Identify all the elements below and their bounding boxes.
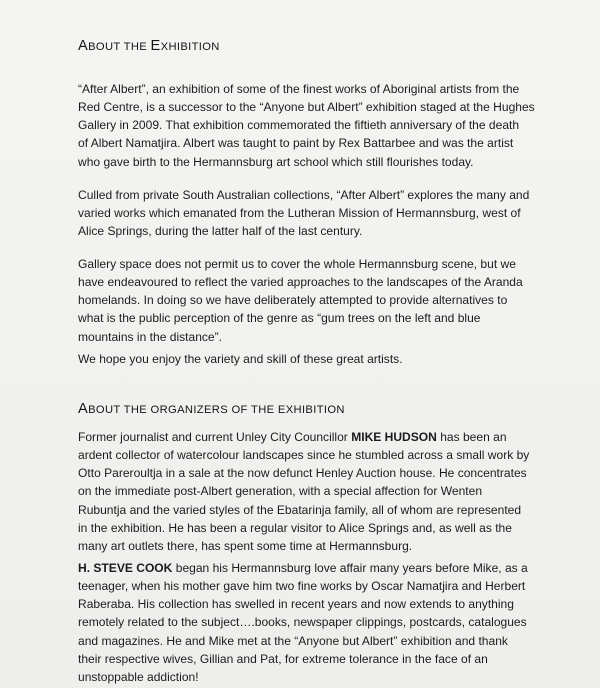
heading-rest: BOUT THE ORGANIZERS OF THE EXHIBITION bbox=[88, 404, 345, 416]
paragraph-line: in the exhibition. He has been a regular visitor to Alice Springs and, as well as the bbox=[78, 520, 512, 535]
paragraph-line: mountains in the distance”. bbox=[78, 329, 222, 344]
paragraph-line: their respective wives, Gillian and Pat, for extreme tolerance in the face of an bbox=[78, 651, 488, 666]
paragraph-line bbox=[78, 559, 538, 577]
paragraph-line: who gave birth to the Hermannsburg art school which still flourishes today. bbox=[78, 154, 474, 169]
paragraph-gallery-space bbox=[78, 255, 538, 346]
paragraph-line: homelands. In doing so we have deliberately attempted to provide alternatives to bbox=[78, 293, 508, 308]
paragraph-line bbox=[78, 428, 538, 446]
person-name-steve-cook: H. STEVE COOK bbox=[78, 561, 173, 575]
paragraph-line: ardent collector of watercolour landscapes since he stumbled across a small work by bbox=[78, 448, 530, 463]
paragraph-line: Alice Springs, during the latter half of the last century. bbox=[78, 224, 363, 239]
paragraph-closing bbox=[78, 350, 538, 368]
line-text: began his Hermannsburg love affair many years before Mike, as a bbox=[172, 561, 528, 575]
paragraph-line: “After Albert”, an exhibition of some of the finest works of Aboriginal artists from the bbox=[78, 82, 520, 96]
section-heading-exhibition bbox=[78, 38, 220, 54]
paragraph-line: on the immediate post-Albert generation, with a special affection for Wenten bbox=[78, 484, 483, 499]
paragraph-line: Gallery space does not permit us to cover the whole Hermannsburg scene, but we bbox=[78, 257, 516, 271]
paragraph-line: varied works which emanated from the Lutheran Mission of Hermannsburg, west of bbox=[78, 206, 521, 221]
paragraph-line: have endeavoured to reflect the varied approaches to the landscapes of the Aranda bbox=[78, 275, 523, 290]
heading-rest: BOUT THE EXHIBITION bbox=[88, 38, 220, 54]
paragraph-line: of Albert Namatjira. Albert was taught to paint by Rex Battarbee and was the artist bbox=[78, 136, 514, 151]
paragraph-steve-cook bbox=[78, 559, 538, 686]
paragraph-line: teenager, when his mother gave him two fine works by Oscar Namatjira and Herbert bbox=[78, 579, 526, 594]
paragraph-collections bbox=[78, 186, 538, 240]
paragraph-intro bbox=[78, 80, 538, 171]
paragraph-line: Otto Pareroultja in a sale at the now defunct Henley Auction house. He concentrates bbox=[78, 466, 527, 481]
heading-initial: A bbox=[78, 401, 89, 417]
line-text: Former journalist and current Unley City Councillor bbox=[78, 430, 348, 444]
line-text: has been an bbox=[436, 430, 507, 444]
paragraph-line: Rubuntja and the varied styles of the Ebatarinja family, all of whom are represented bbox=[78, 502, 522, 517]
paragraph-line: Gallery in 2009. That exhibition commemorated the fiftieth anniversary of the death bbox=[78, 118, 520, 133]
paragraph-line: many art outlets there, has spent some time at Hermannsburg. bbox=[78, 538, 413, 553]
paragraph-mike-hudson bbox=[78, 428, 538, 555]
section-heading-organizers bbox=[78, 401, 345, 417]
paragraph-line: Red Centre, is a successor to the “Anyone but Albert” exhibition staged at the Hughes bbox=[78, 100, 535, 115]
paragraph-line: Culled from private South Australian collections, “After Albert” explores the many and bbox=[78, 188, 530, 202]
paragraph-line: what is the public perception of the genre as “gum trees on the left and blue bbox=[78, 311, 481, 326]
paragraph-line: Raberaba. His collection has swelled in recent years and now extends to anything bbox=[78, 597, 514, 612]
paragraph-line: We hope you enjoy the variety and skill of these great artists. bbox=[78, 352, 403, 366]
paragraph-line: unstoppable addiction! bbox=[78, 669, 199, 684]
paragraph-line: remotely related to the subject….books, newspaper clippings, postcards, catalogues bbox=[78, 615, 527, 630]
heading-initial: A bbox=[78, 38, 89, 54]
person-name-mike-hudson: MIKE HUDSON bbox=[351, 430, 437, 444]
paragraph-line: and magazines. He and Mike met at the “Anyone but Albert” exhibition and thank bbox=[78, 633, 508, 648]
